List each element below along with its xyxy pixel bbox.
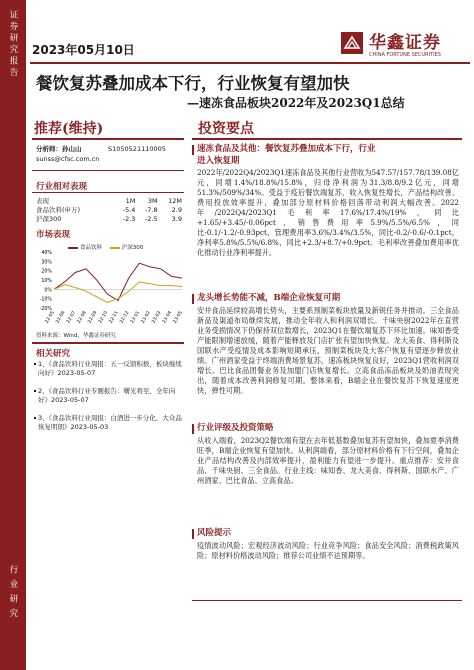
performance-table bbox=[36, 196, 182, 223]
section-marker bbox=[192, 145, 194, 155]
side-band-bottom-text: 行业研究 bbox=[8, 565, 18, 623]
y-tick-label: -20% bbox=[39, 307, 52, 312]
y-tick-label: -10% bbox=[39, 297, 52, 303]
x-tick-label: 22-05 bbox=[44, 310, 56, 325]
table-cell: -2.5 bbox=[144, 214, 158, 223]
legend-swatch-food bbox=[68, 247, 78, 249]
table-row bbox=[36, 214, 182, 223]
footer-divider bbox=[192, 600, 462, 601]
side-band bbox=[0, 0, 26, 670]
table-cell: 食品饮料(申万) bbox=[36, 206, 81, 214]
x-tick-label: 22-06 bbox=[55, 310, 67, 325]
table-cell: 3.9 bbox=[171, 214, 182, 223]
side-band-top-text: 证券研究报告 bbox=[8, 10, 18, 79]
investment-divider bbox=[192, 138, 462, 140]
related-title: 相关研究 bbox=[36, 349, 71, 359]
table-header-cell: 1M bbox=[125, 196, 136, 205]
rating-divider bbox=[32, 138, 184, 140]
report-date: 2023年05月10日 bbox=[32, 43, 135, 57]
analyst-divider bbox=[32, 170, 184, 171]
x-tick-label: 23-05 bbox=[172, 310, 184, 325]
section-marker bbox=[192, 294, 194, 304]
x-tick-label: 22-11 bbox=[108, 310, 120, 325]
market-title: 市场表现 bbox=[36, 230, 71, 240]
section-body: 安井食品延续较高增长势头，主要系预制菜板块放量及新锐任务并推动。三全食品新品及渠道布局继续发展，推动全年收入和利润双增长。千味央厨2022年在直营业务受损情况下仍保持双位数增长，2023Q1在餐饮端复苏下环比加速。味知香受产能限制增速放缓，随着产能释放及门店扩张有望加快恢复。龙大美食、得利斯及国联水产受疫情及成本影响短期承压，预制菜板块及大客户恢复有望逐步释放业绩。广州酒家受益于终端消费场景复苏，速冻板块恢复良好，2023Q1营收利润双增长。巴比食品团餐业务及加盟门店恢复增长。立高食品冻品板块及奶油表现突出，随着成本改善利润修复可期。整体来看，B端企业在餐饮复苏下恢复速度更快，弹性可期。 bbox=[197, 306, 459, 395]
y-tick-label: 40% bbox=[41, 251, 52, 256]
section-marker bbox=[192, 529, 194, 539]
series-line-沪深300 bbox=[54, 282, 182, 303]
x-tick-label: 23-02 bbox=[140, 310, 152, 325]
rating-label: 推荐(维持) bbox=[34, 121, 104, 137]
logo-name: 华鑫证券 bbox=[369, 33, 441, 53]
header-divider bbox=[30, 62, 470, 64]
analyst-cert: S1050521110005 bbox=[108, 145, 166, 153]
investment-heading: 投资要点 bbox=[198, 121, 254, 137]
y-tick-label: 30% bbox=[41, 260, 52, 266]
analyst-info bbox=[36, 145, 166, 164]
report-subtitle: —速冻食品板块2022年及2023Q1总结 bbox=[187, 96, 405, 110]
related-item[interactable]: 2、《食品饮料行业专题报告：曙光将至，全年向好》2023-05-07 bbox=[38, 387, 182, 405]
analyst-name: 分析师：孙山山 bbox=[36, 145, 82, 153]
table-cell: 2.9 bbox=[171, 205, 182, 214]
y-tick-label: 10% bbox=[41, 279, 52, 284]
related-item[interactable]: 1、《食品饮料行业周报：五一反馈积极，板块继续向好》2023-05-07 bbox=[38, 360, 182, 377]
related-item[interactable]: 3、《食品饮料行业周报：白酒进一步分化，大众品恢复明朗》2023-05-03 bbox=[38, 414, 182, 431]
performance-divider bbox=[32, 192, 184, 193]
section-body: 疫情波动风险；宏观经济波动风险；行业竞争风险；食品安全风险；消费税政策风险；原材料价格波动风险；推荐公司业绩不达预期等。 bbox=[197, 541, 459, 560]
x-tick-label: 22-07 bbox=[66, 310, 78, 325]
y-tick-label: 20% bbox=[41, 269, 52, 275]
table-row bbox=[36, 205, 182, 214]
related-research bbox=[32, 342, 184, 440]
section-marker bbox=[192, 424, 194, 434]
chart-source: 资料来源：Wind，华鑫证券研究 bbox=[36, 333, 116, 339]
section-body: 从收入端看，2023Q2餐饮端有望在去年低基数叠加复苏有望加快，叠加夏季消费旺季，B端企业恢复有望加快。从利润端看，部分原材料价格有下行空间，叠加企业产品结构改善及内部效率提升，盈利能力有望进一步提升。重点推荐：安井食品、千味央厨、三全食品。行业主线：味知香、龙大美食、得利斯、国联水产、广州酒家、巴比食品、立高食品。 bbox=[197, 436, 459, 485]
chart-legend bbox=[68, 243, 143, 251]
section-title: 风险提示 bbox=[197, 528, 232, 538]
table-cell: -5.4 bbox=[122, 205, 136, 214]
x-tick-label: 23-03 bbox=[151, 310, 163, 325]
x-tick-label: 22-09 bbox=[87, 310, 99, 325]
x-tick-label: 23-01 bbox=[130, 310, 142, 325]
table-header-row bbox=[36, 196, 182, 205]
section-body: 2022年/2022Q4/2023Q1速冻食品及其他行业营收为547.57/157.78/139.08亿元，同增1.4%/18.8%/15.8%，归母净利润为31.3/8.8/9.2亿元，同增51.3%/509%/34%。受益于疫后餐饮端复苏，收入恢复性增长，产品结构改善、费用投放效率提升，叠加部分原材料价格回落带动利润大幅改善。2022年/2022Q4/2023Q1毛利率17.6%/17.4%/19%，同比+1.65/+3.45/-0.06pct，销售费用率5.9%/5.5%/6.5%，同比-0.1/-1.2/-0.93pct，管理费用率3.6%/3.4%/3.5%，同比-0.2/-0.6/-0.1pct，净利率5.8%/5.5%/6.8%，同比+2.3/+8.7/+0.9pct。毛利率改善叠加费用率优化推动行业净利率提升。 bbox=[197, 168, 459, 257]
section-title: 行业评级及投资策略 bbox=[197, 423, 274, 433]
table-header-cell: 表现 bbox=[36, 197, 49, 205]
x-tick-label: 22-12 bbox=[119, 310, 131, 325]
legend-label-food: 食品饮料 bbox=[80, 245, 103, 251]
section-title: 龙头增长势能不减，B端企业恢复可期 bbox=[197, 293, 341, 303]
x-tick-label: 22-10 bbox=[98, 310, 110, 325]
table-header-cell: 12M bbox=[168, 196, 182, 205]
legend-swatch-hs300 bbox=[110, 247, 120, 249]
x-tick-label: 22-08 bbox=[76, 310, 88, 325]
report-title: 餐饮复苏叠加成本下行，行业恢复有望加快 bbox=[36, 74, 350, 93]
table-cell: -7.8 bbox=[144, 205, 158, 214]
legend-label-hs300: 沪深300 bbox=[121, 245, 144, 251]
table-cell: 沪深300 bbox=[36, 215, 62, 223]
section-title: 速冻食品及其他：餐饮复苏叠加成本下行，行业 进入恢复期 bbox=[197, 144, 376, 166]
y-tick-label: 0% bbox=[44, 288, 52, 294]
series-line-食品饮料 bbox=[54, 263, 182, 300]
logo-en: CHINA FORTUNE SECURITIES bbox=[369, 52, 441, 58]
market-trend-chart bbox=[30, 240, 186, 330]
analyst-email[interactable]: sunss@cfsc.com.cn bbox=[36, 154, 100, 163]
x-tick-label: 23-04 bbox=[162, 310, 174, 325]
table-cell: -2.3 bbox=[122, 214, 136, 223]
performance-title: 行业相对表现 bbox=[36, 182, 88, 192]
logo-mark-icon bbox=[341, 32, 363, 54]
table-header-cell: 3M bbox=[147, 196, 158, 205]
